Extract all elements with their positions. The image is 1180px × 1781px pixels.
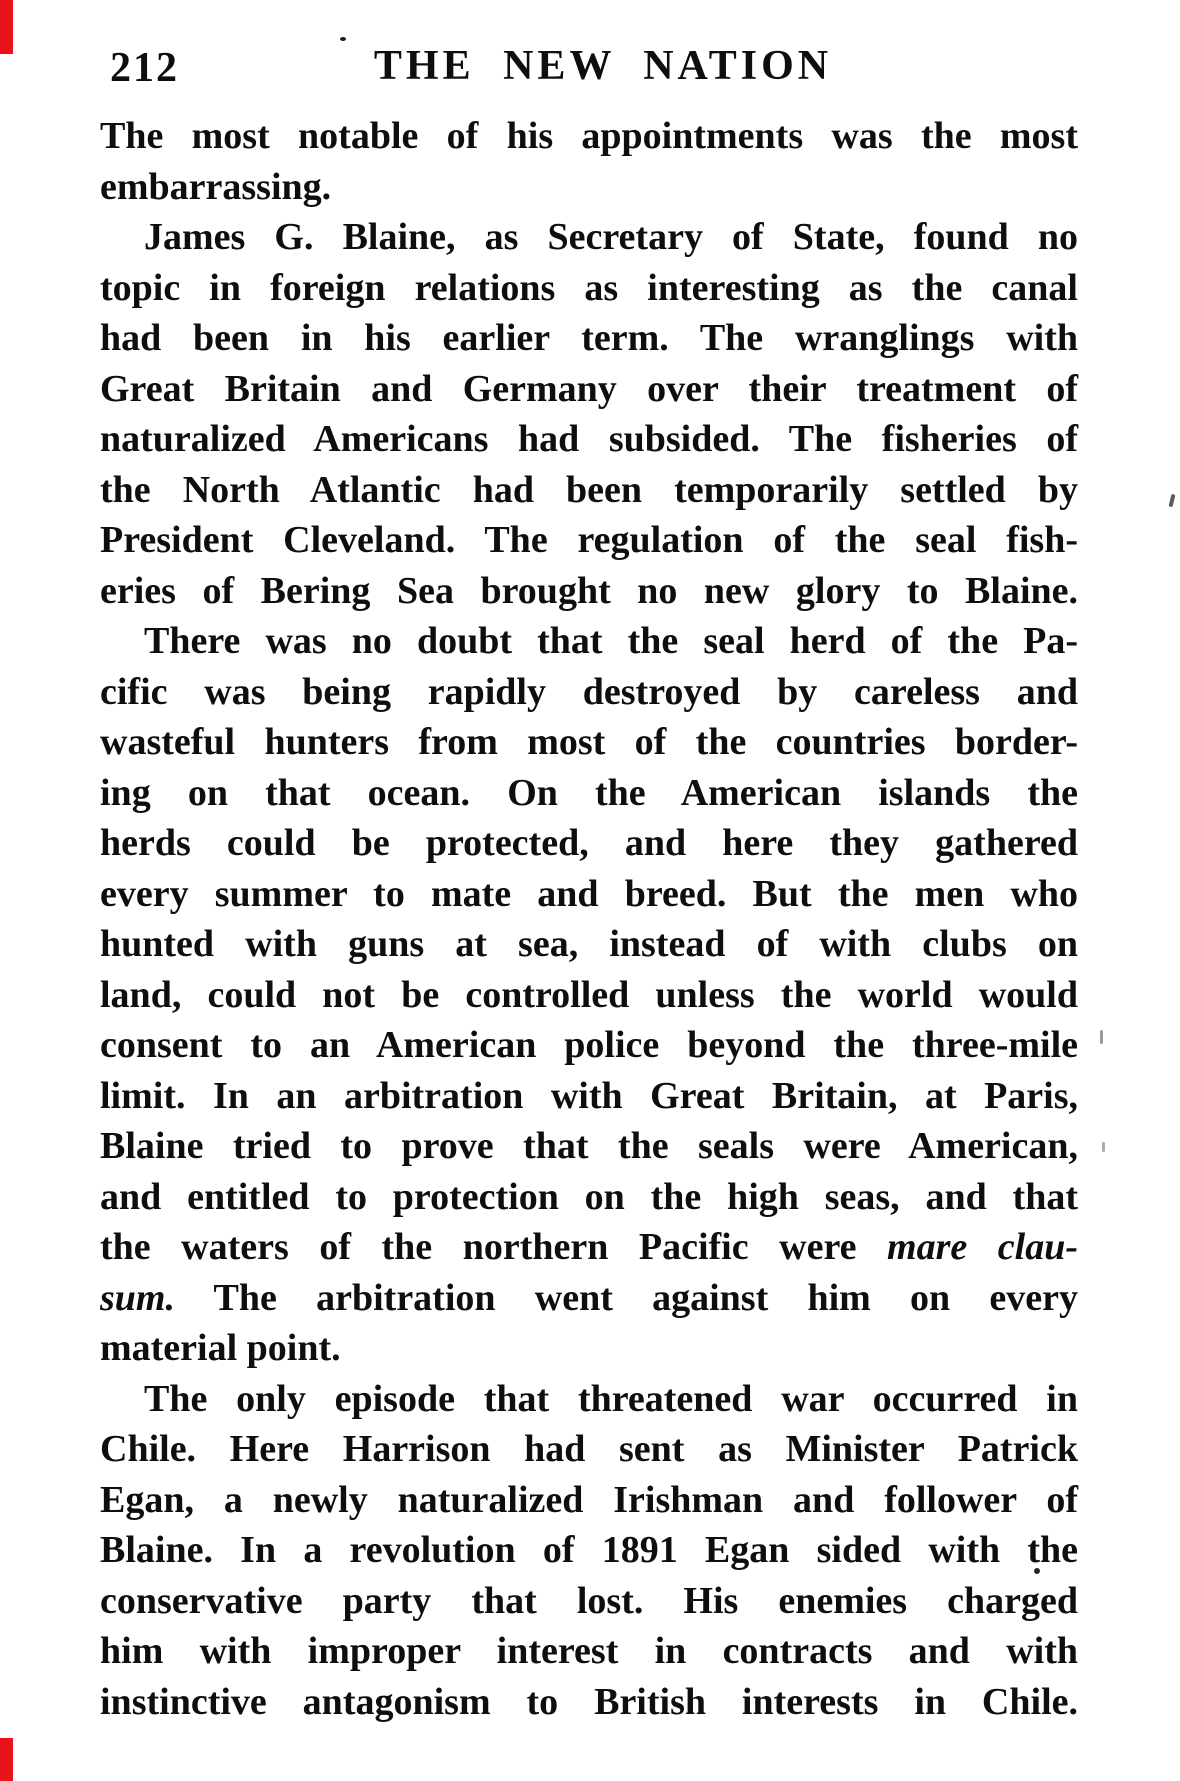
text-line: and entitled to protection on the high seas, and that xyxy=(100,1175,1078,1218)
page-header xyxy=(100,42,1078,100)
text-line: topic in foreign relations as interesting as the canal xyxy=(100,266,1078,309)
text-block xyxy=(100,111,1078,1727)
text-line: embarrassing. xyxy=(100,165,332,208)
text-line: every summer to mate and breed. But the men who xyxy=(100,872,1078,915)
text-line: cific was being rapidly destroyed by careless and xyxy=(100,670,1078,713)
running-title: THE NEW NATION xyxy=(373,43,833,89)
text-line: There was no doubt that the seal herd of the Pa- xyxy=(144,620,1078,662)
text-line: hunted with guns at sea, instead of with clubs on xyxy=(100,923,1078,965)
text-line: Blaine. In a revolution of 1891 Egan sided with the xyxy=(100,1529,1078,1571)
ink-speck xyxy=(1168,494,1175,508)
ink-speck xyxy=(1102,1142,1105,1152)
text-line: naturalized Americans had subsided. The fisheries of xyxy=(100,418,1078,460)
text-line: ing on that ocean. On the American islands the xyxy=(100,771,1078,814)
text-line: Chile. Here Harrison had sent as Minister Patrick xyxy=(100,1428,1078,1470)
text-line: conservative party that lost. His enemies charged xyxy=(100,1579,1078,1622)
text-line: herds could be protected, and here they gathered xyxy=(100,822,1078,864)
text-line: wasteful hunters from most of the countries border- xyxy=(100,721,1078,763)
text-line: Blaine tried to prove that the seals were American, xyxy=(100,1125,1078,1167)
text-line: land, could not be controlled unless the world would xyxy=(100,973,1078,1016)
text-line: Egan, a newly naturalized Irishman and follower of xyxy=(100,1478,1078,1521)
text-line: the North Atlantic had been temporarily settled by xyxy=(100,468,1078,511)
scan-red-mark-bottom xyxy=(0,1738,13,1781)
text-line: the waters of the northern Pacific were mare clau- xyxy=(100,1226,1078,1268)
text-line: material point. xyxy=(100,1327,341,1369)
text-line: sum. The arbitration went against him on every xyxy=(100,1276,1078,1319)
text-line: The most notable of his appointments was the most xyxy=(100,115,1078,157)
text-line: eries of Bering Sea brought no new glory to Blaine. xyxy=(100,569,1078,612)
text-line: Great Britain and Germany over their treatment of xyxy=(100,367,1078,410)
text-line: had been in his earlier term. The wranglings with xyxy=(100,317,1078,359)
text-line: him with improper interest in contracts and with xyxy=(100,1630,1078,1672)
text-line: James G. Blaine, as Secretary of State, found no xyxy=(144,216,1078,258)
text-line: consent to an American police beyond the three-mile xyxy=(100,1024,1078,1066)
scan-red-mark-top xyxy=(0,0,13,54)
text-line: instinctive antagonism to British interests in Chile. xyxy=(100,1680,1078,1723)
page-number: 212 xyxy=(110,45,179,91)
text-line: The only episode that threatened war occurred in xyxy=(144,1377,1078,1420)
ink-speck xyxy=(340,37,346,41)
text-line: President Cleveland. The regulation of the seal fish- xyxy=(100,519,1078,561)
ink-speck xyxy=(1100,1030,1103,1044)
text-line: limit. In an arbitration with Great Britain, at Paris, xyxy=(100,1074,1078,1117)
